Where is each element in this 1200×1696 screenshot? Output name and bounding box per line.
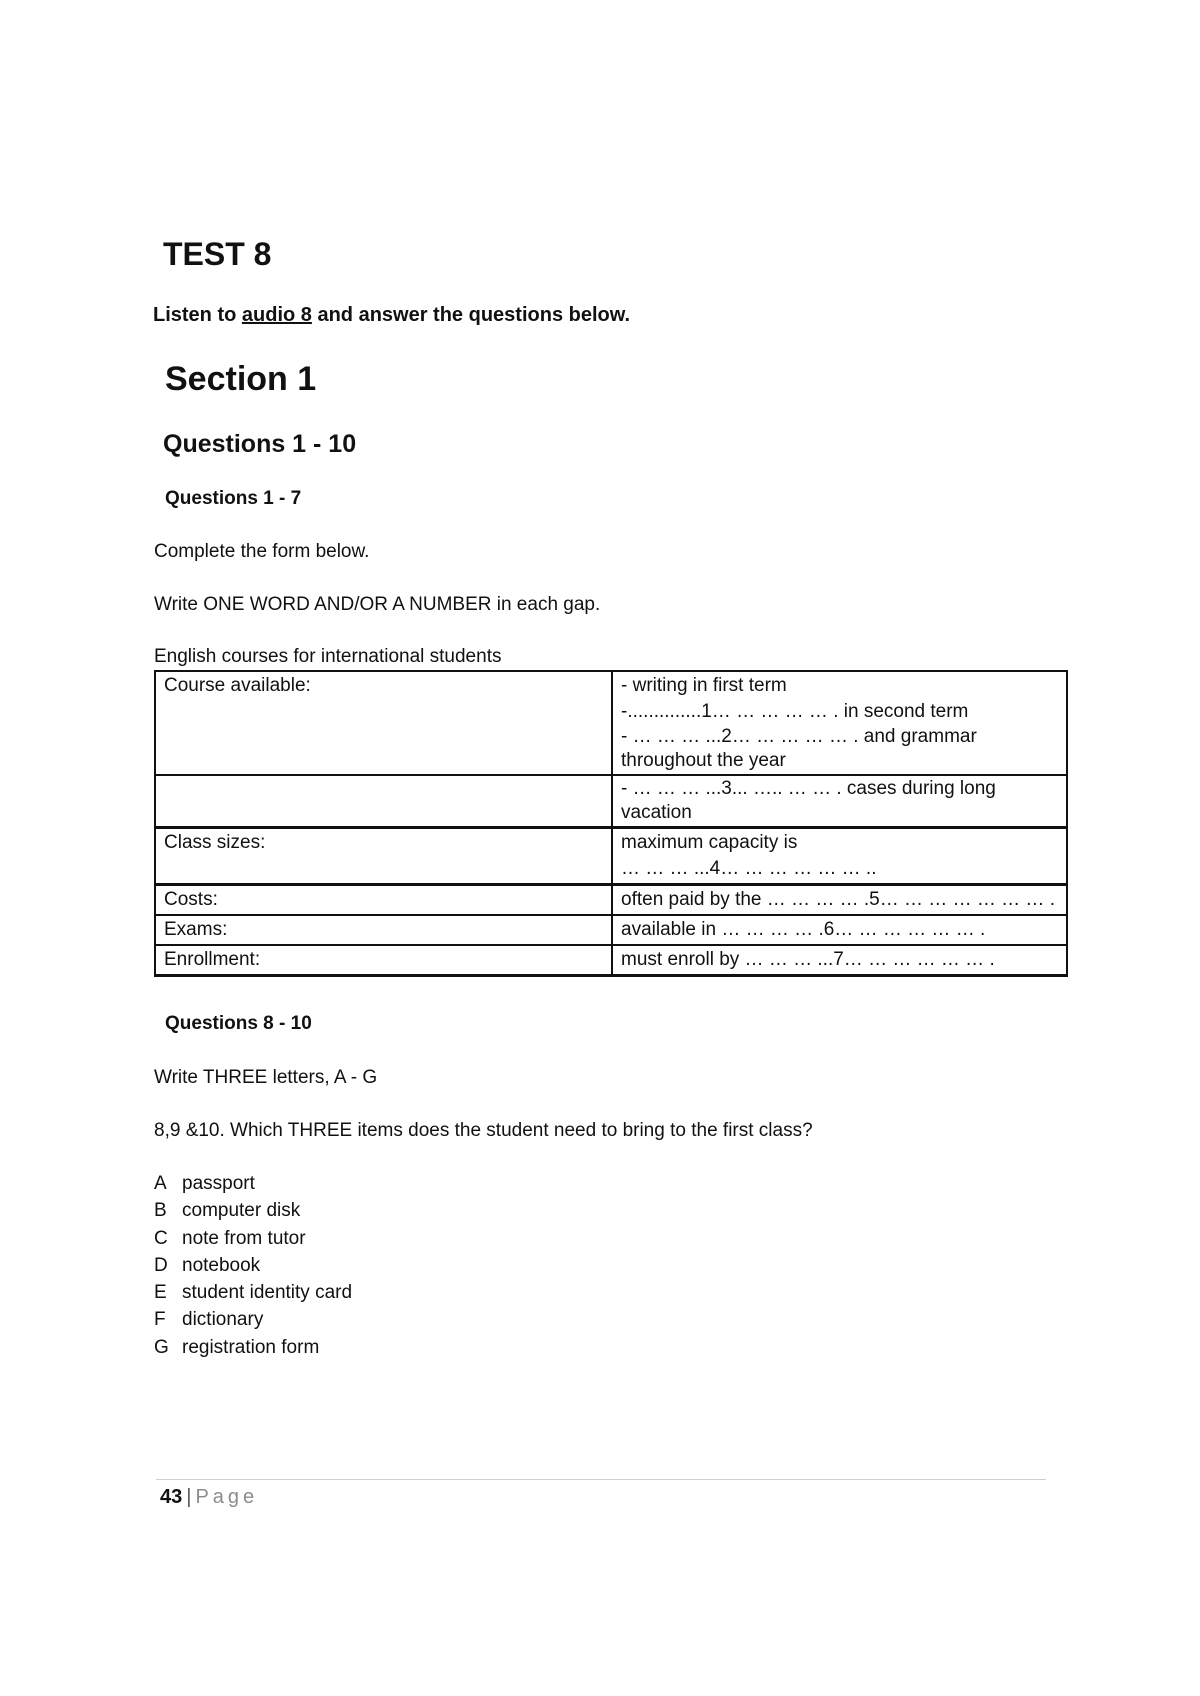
- list-item: [154, 1306, 352, 1333]
- table-row: [155, 775, 1067, 828]
- footer-divider: [156, 1479, 1046, 1480]
- questions-8-10-heading: Questions 8 - 10: [165, 1013, 312, 1034]
- section-title: Section 1: [165, 360, 317, 398]
- row-line: available in … … … … .6… … … … … … .: [621, 919, 986, 940]
- option-letter: E: [154, 1282, 167, 1304]
- row-content: [612, 671, 1067, 775]
- row-label: Exams:: [155, 915, 612, 945]
- row-content: [612, 828, 1067, 885]
- row-content: [612, 915, 1067, 945]
- row-line: often paid by the … … … … .5… … … … … … … .: [621, 889, 1055, 910]
- row-line: must enroll by … … … ...7… … … … … … .: [621, 949, 995, 970]
- answer-options-list: [154, 1170, 352, 1361]
- row-label: Enrollment:: [155, 945, 612, 976]
- instruction-word-limit: Write ONE WORD AND/OR A NUMBER in each gap.: [154, 594, 601, 615]
- question-text: 8,9 &10. Which THREE items does the student need to bring to the first class?: [154, 1120, 813, 1141]
- option-text: registration form: [182, 1336, 320, 1358]
- table-row: [155, 671, 1067, 775]
- table-row: [155, 885, 1067, 916]
- option-text: dictionary: [182, 1309, 264, 1331]
- questions-range-heading: Questions 1 - 10: [163, 430, 357, 458]
- list-item: [154, 1334, 352, 1361]
- audio-link[interactable]: audio 8: [241, 304, 312, 326]
- list-item: [154, 1252, 352, 1279]
- course-form-table: [154, 670, 1068, 977]
- row-content: [612, 885, 1067, 916]
- option-letter: B: [154, 1200, 167, 1222]
- page-label: Page: [195, 1486, 259, 1508]
- option-letter: D: [154, 1254, 168, 1276]
- option-letter: G: [154, 1336, 169, 1358]
- row-label: Course available:: [155, 671, 612, 775]
- instruction-before: Listen to: [153, 304, 242, 326]
- footer-separator: |: [186, 1486, 192, 1508]
- instruction: [153, 302, 630, 328]
- option-text: student identity card: [182, 1282, 353, 1304]
- row-label: [155, 775, 612, 828]
- list-item: [154, 1170, 352, 1197]
- table-row: [155, 828, 1067, 885]
- instruction-complete-form: Complete the form below.: [154, 541, 370, 562]
- row-line: … … … ...4… … … … … … ..: [621, 858, 877, 879]
- row-label: Class sizes:: [155, 828, 612, 885]
- page-footer: [160, 1484, 258, 1510]
- list-item: [154, 1279, 352, 1306]
- table-row: [155, 915, 1067, 945]
- form-caption: English courses for international students: [154, 646, 502, 667]
- row-line: - writing in first term: [621, 675, 787, 696]
- page-number: 43: [160, 1486, 183, 1508]
- option-text: computer disk: [182, 1200, 301, 1222]
- table-row: [155, 945, 1067, 976]
- row-line: - … … … ...3... ….. … … . cases during long vacation: [621, 778, 996, 823]
- option-text: note from tutor: [182, 1227, 306, 1249]
- option-letter: A: [154, 1173, 167, 1194]
- list-item: [154, 1197, 352, 1224]
- questions-1-7-heading: Questions 1 - 7: [165, 488, 302, 509]
- option-text: passport: [182, 1173, 255, 1194]
- row-content: [612, 945, 1067, 976]
- list-item: [154, 1225, 352, 1252]
- option-letter: F: [154, 1309, 166, 1331]
- instruction-after: and answer the questions below.: [311, 304, 631, 326]
- instruction-write-letters: Write THREE letters, A - G: [154, 1067, 378, 1088]
- test-title: TEST 8: [163, 236, 272, 272]
- row-line: maximum capacity is: [621, 832, 798, 853]
- row-line: -..............1… … … … … . in second term: [621, 701, 969, 722]
- row-content: [612, 775, 1067, 828]
- row-line: - … … … ...2… … … … … . and grammar throughout the year: [621, 726, 977, 771]
- option-text: notebook: [182, 1254, 261, 1276]
- option-letter: C: [154, 1227, 168, 1249]
- row-label: Costs:: [155, 885, 612, 916]
